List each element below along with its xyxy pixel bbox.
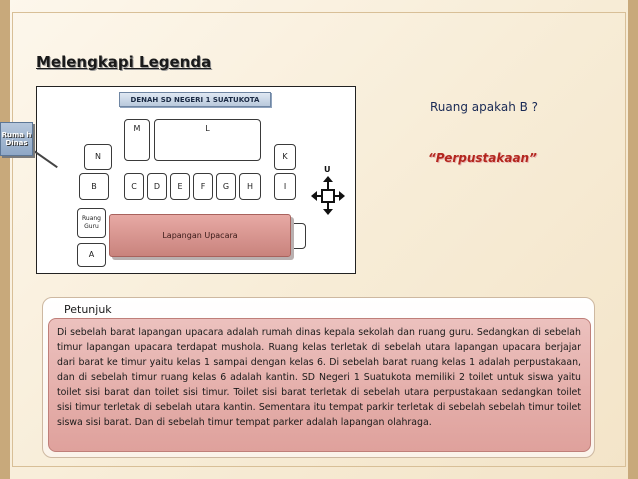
- room-e: E: [170, 173, 190, 200]
- room-h: H: [239, 173, 261, 200]
- school-floor-plan: [36, 86, 356, 274]
- compass-arrows-icon: [311, 175, 345, 215]
- room-f: F: [193, 173, 213, 200]
- petunjuk-title: Petunjuk: [64, 303, 112, 316]
- compass-rose: [311, 165, 345, 215]
- room-i: I: [274, 173, 296, 200]
- room-a: A: [77, 243, 106, 267]
- room-n: N: [84, 144, 112, 170]
- room-d: D: [147, 173, 167, 200]
- room-b: B: [79, 173, 109, 200]
- petunjuk-text: Di sebelah barat lapangan upacara adalah rumah dinas kepala sekolah dan ruang guru. Sedangkan di sebelah timur lapangan upacara terdapat mushola. Ruang kelas terletak di sebelah utara lapangan upacara berjajar dari barat ke timur yaitu kelas 1 sampai dengan kelas 6. Di sebelah barat ruang kelas 1 adalah perpustakaan, dan di sebelah timur ruang kelas 6 adalah kantin. SD Negeri 1 Suatukota memiliki 2 toilet untuk siswa yaitu toilet sisi barat dan toilet sisi timur. Toilet sisi barat terletak di sebelah utara perpustakaan sedangkan toilet sisi timur terletak di sebelah utara kantin. Sementara itu tempat parkir terletak di sebelah sebelah timur toilet siswa sisi barat. Dan di sebelah timur tempat parker adalah lapangan olahraga.: [57, 327, 581, 428]
- room-k: K: [274, 144, 296, 170]
- quiz-answer: “Perpustakaan”: [428, 151, 537, 165]
- room-g: G: [216, 173, 236, 200]
- room-m: M: [124, 119, 150, 161]
- room-ruang-guru: Ruang Guru: [77, 208, 106, 238]
- compass-north-label: U: [324, 165, 331, 174]
- floor-plan-caption: DENAH SD NEGERI 1 SUATUKOTA: [119, 92, 271, 107]
- room-c: C: [124, 173, 144, 200]
- quiz-question: Ruang apakah B ?: [430, 100, 539, 114]
- petunjuk-body: [48, 318, 591, 452]
- room-l: L: [154, 119, 261, 161]
- lapangan-upacara: Lapangan Upacara: [109, 214, 291, 257]
- rumah-dinas-callout: Ruma h Dinas: [0, 122, 33, 156]
- slide-title: Melengkapi Legenda: [36, 53, 212, 71]
